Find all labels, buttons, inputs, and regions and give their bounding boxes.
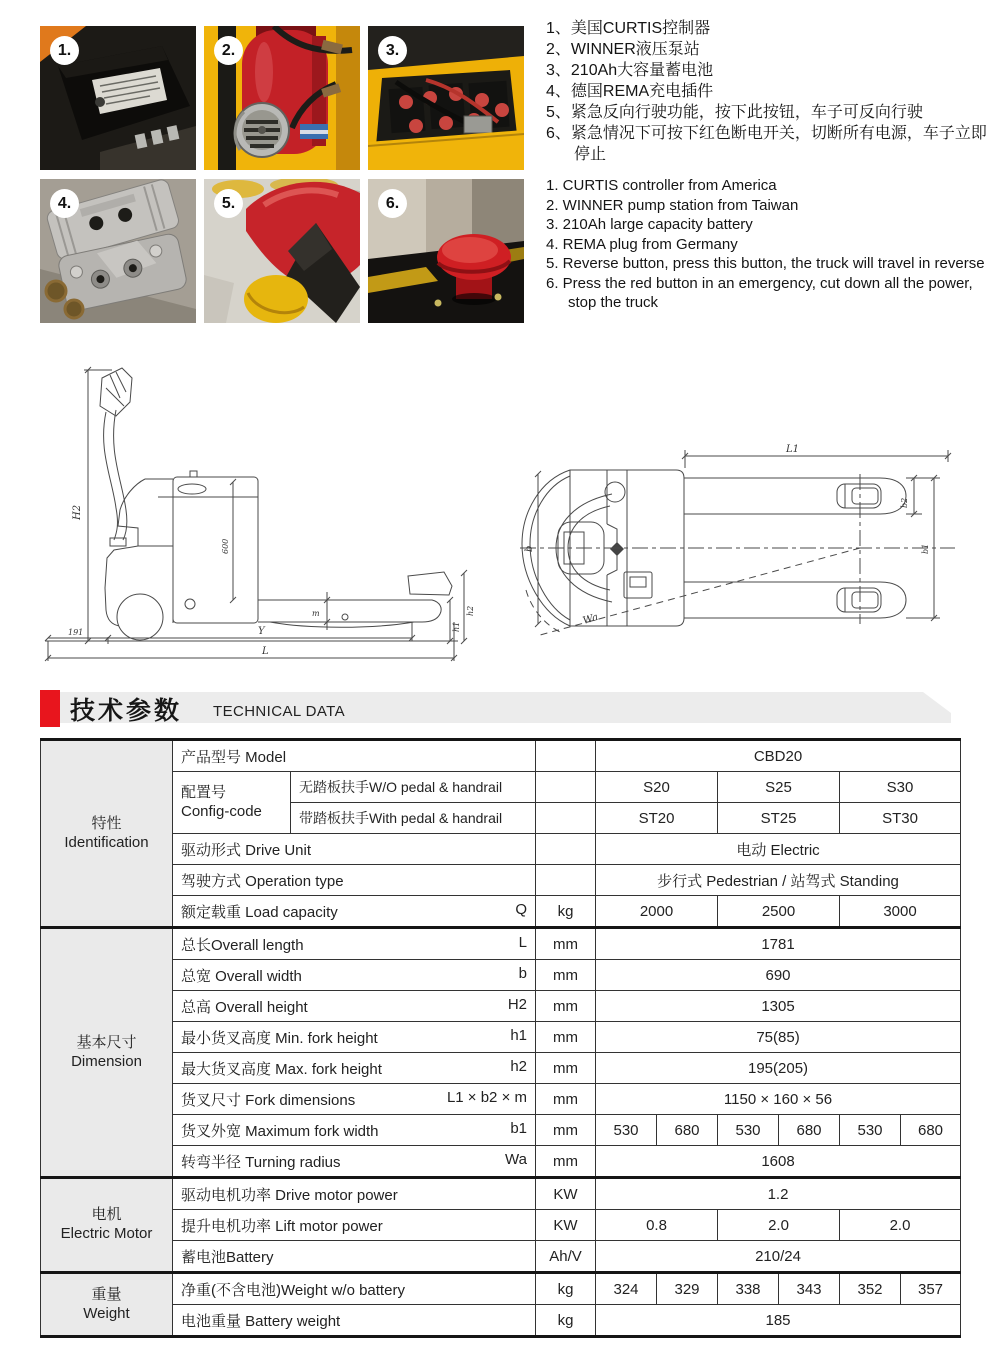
photo-number-badge: 3. <box>378 36 407 65</box>
spec-unit: Ah/V <box>536 1241 596 1273</box>
spec-unit <box>536 772 596 803</box>
spec-value: 1.2 <box>596 1178 961 1210</box>
spec-label: 总宽 Overall width b <box>173 960 536 991</box>
spec-label: 净重(不含电池)Weight w/o battery <box>173 1273 536 1305</box>
spec-unit: KW <box>536 1178 596 1210</box>
spec-label: 额定载重 Load capacity Q <box>173 896 536 928</box>
spec-value: 680 <box>657 1115 718 1146</box>
spec-value: 1150 × 160 × 56 <box>596 1084 961 1115</box>
spec-symbol: b <box>518 964 527 982</box>
spec-value: 75(85) <box>596 1022 961 1053</box>
spec-value: S25 <box>718 772 840 803</box>
spec-label: 提升电机功率 Lift motor power <box>173 1210 536 1241</box>
spec-label: 货叉外宽 Maximum fork width b1 <box>173 1115 536 1146</box>
photo-rema-plug <box>40 179 196 323</box>
spec-value: 324 <box>596 1273 657 1305</box>
spec-category: 特性 Identification <box>41 740 173 928</box>
top-view-drawing <box>500 432 970 644</box>
spec-unit <box>536 834 596 865</box>
dim-label-Y: Y <box>258 626 265 637</box>
dim-label-b2: b2 <box>900 497 909 508</box>
feature-item-en: 1. CURTIS controller from America <box>546 177 777 194</box>
dim-label-b: b <box>524 545 535 552</box>
spec-unit: mm <box>536 928 596 960</box>
dim-label-Wa: Wa <box>581 611 600 627</box>
spec-unit: mm <box>536 1115 596 1146</box>
spec-label: 最小货叉高度 Min. fork height h1 <box>173 1022 536 1053</box>
spec-value: 690 <box>596 960 961 991</box>
spec-unit: mm <box>536 960 596 991</box>
spec-value: 352 <box>840 1273 901 1305</box>
spec-unit: KW <box>536 1210 596 1241</box>
spec-label: 最大货叉高度 Max. fork height h2 <box>173 1053 536 1084</box>
spec-label: 驱动形式 Drive Unit <box>173 834 536 865</box>
feature-item-cn: 1、美国CURTIS控制器 <box>546 20 711 37</box>
spec-category: 重量 Weight <box>41 1273 173 1337</box>
feature-item-cn: 3、210Ah大容量蓄电池 <box>546 62 714 79</box>
spec-value: 195(205) <box>596 1053 961 1084</box>
section-title-chinese: 技术参数 <box>70 697 183 725</box>
spec-label: 电池重量 Battery weight <box>173 1305 536 1337</box>
spec-value: ST30 <box>840 803 961 834</box>
photo-number-badge: 6. <box>378 189 407 218</box>
dim-label-b1: b1 <box>921 543 930 554</box>
spec-value: 329 <box>657 1273 718 1305</box>
feature-item-cn: 5、紧急反向行驶功能，按下此按钮，车子可反向行驶 <box>546 104 923 121</box>
spec-value: 3000 <box>840 896 961 928</box>
feature-item-cn: 6、紧急情况下可按下红色断电开关，切断所有电源，车子立即停止 <box>546 125 987 163</box>
feature-list-chinese <box>546 18 998 165</box>
section-header-accent-bar <box>40 690 60 727</box>
photo-number-badge: 2. <box>214 36 243 65</box>
spec-value: 530 <box>596 1115 657 1146</box>
spec-value: S30 <box>840 772 961 803</box>
feature-item-cn: 4、德国REMA充电插件 <box>546 83 714 100</box>
feature-item-en: 3. 210Ah large capacity battery <box>546 216 753 233</box>
spec-symbol: b1 <box>510 1119 527 1137</box>
spec-value: 1608 <box>596 1146 961 1178</box>
spec-label: 驱动电机功率 Drive motor power <box>173 1178 536 1210</box>
spec-unit: mm <box>536 1022 596 1053</box>
side-view-drawing <box>40 358 500 676</box>
spec-config-label: 配置号 Config-code <box>173 772 291 834</box>
spec-value: 680 <box>901 1115 961 1146</box>
spec-label: 总长Overall length L <box>173 928 536 960</box>
spec-value: 357 <box>901 1273 961 1305</box>
photo-number-badge: 4. <box>50 189 79 218</box>
spec-unit: kg <box>536 896 596 928</box>
spec-category: 基本尺寸 Dimension <box>41 928 173 1178</box>
dim-label-H2: H2 <box>72 504 83 520</box>
feature-item-en: 2. WINNER pump station from Taiwan <box>546 196 799 214</box>
spec-unit: mm <box>536 1084 596 1115</box>
photo-curtis-controller <box>40 26 196 170</box>
photo-winner-pump-station <box>204 26 360 170</box>
spec-value: ST20 <box>596 803 718 834</box>
spec-unit <box>536 865 596 896</box>
spec-unit: mm <box>536 1053 596 1084</box>
spec-unit: mm <box>536 991 596 1022</box>
feature-item-cn: 2、WINNER液压泵站 <box>546 41 700 58</box>
spec-value: 1305 <box>596 991 961 1022</box>
spec-value: 530 <box>840 1115 901 1146</box>
spec-symbol: L <box>518 933 527 951</box>
spec-label: 产品型号 Model <box>173 740 536 772</box>
spec-label: 驾驶方式 Operation type <box>173 865 536 896</box>
spec-value: 2.0 <box>840 1210 961 1241</box>
spec-value: 680 <box>779 1115 840 1146</box>
dim-label-h2: h2 <box>466 605 475 616</box>
feature-item-en: 6. Press the red button in an emergency, cut down all the power, stop the truck <box>546 274 973 311</box>
spec-label: 转弯半径 Turning radius Wa <box>173 1146 536 1178</box>
spec-symbol: H2 <box>507 995 527 1013</box>
feature-item-en: 4. REMA plug from Germany <box>546 235 738 253</box>
dim-label-m: m <box>312 609 320 618</box>
spec-label: 总高 Overall height H2 <box>173 991 536 1022</box>
dim-label-h1: h1 <box>452 621 461 632</box>
spec-unit <box>536 740 596 772</box>
spec-unit: kg <box>536 1305 596 1337</box>
spec-unit <box>536 803 596 834</box>
spec-value: 185 <box>596 1305 961 1337</box>
dim-label-600: 600 <box>221 538 230 554</box>
spec-unit: kg <box>536 1273 596 1305</box>
spec-symbol: Wa <box>505 1150 527 1168</box>
spec-value: 343 <box>779 1273 840 1305</box>
photo-emergency-stop-button <box>368 179 524 323</box>
spec-symbol: h2 <box>510 1057 527 1075</box>
spec-value: 0.8 <box>596 1210 718 1241</box>
spec-category: 电机 Electric Motor <box>41 1178 173 1273</box>
spec-label: 蓄电池Battery <box>173 1241 536 1273</box>
photo-battery-compartment <box>368 26 524 170</box>
spec-unit: mm <box>536 1146 596 1178</box>
spec-value: 210/24 <box>596 1241 961 1273</box>
dim-label-L1: L1 <box>786 444 800 455</box>
photo-reverse-button-handle <box>204 179 360 323</box>
spec-value: 2000 <box>596 896 718 928</box>
spec-symbol: L1 × b2 × m <box>446 1088 527 1106</box>
spec-value: 电动 Electric <box>596 834 961 865</box>
spec-symbol: h1 <box>510 1026 527 1044</box>
spec-value: 1781 <box>596 928 961 960</box>
spec-config-option: 无踏板扶手W/O pedal & handrail <box>291 772 536 803</box>
spec-config-option: 带踏板扶手With pedal & handrail <box>291 803 536 834</box>
spec-symbol: Q <box>515 900 527 918</box>
photo-number-badge: 5. <box>214 189 243 218</box>
spec-value: S20 <box>596 772 718 803</box>
spec-value: 530 <box>718 1115 779 1146</box>
feature-list-english <box>546 176 996 313</box>
photo-number-badge: 1. <box>50 36 79 65</box>
spec-value: 2.0 <box>718 1210 840 1241</box>
dim-label-191: 191 <box>68 628 84 637</box>
spec-value: 2500 <box>718 896 840 928</box>
spec-value: ST25 <box>718 803 840 834</box>
technical-data-table <box>40 738 961 1338</box>
spec-value: CBD20 <box>596 740 961 772</box>
section-title-english: TECHNICAL DATA <box>213 703 346 720</box>
feature-item-en: 5. Reverse button, press this button, the truck will travel in reverse <box>546 255 985 272</box>
spec-value: 步行式 Pedestrian / 站驾式 Standing <box>596 865 961 896</box>
spec-label: 货叉尺寸 Fork dimensions L1 × b2 × m <box>173 1084 536 1115</box>
dim-label-L: L <box>262 646 269 657</box>
spec-value: 338 <box>718 1273 779 1305</box>
